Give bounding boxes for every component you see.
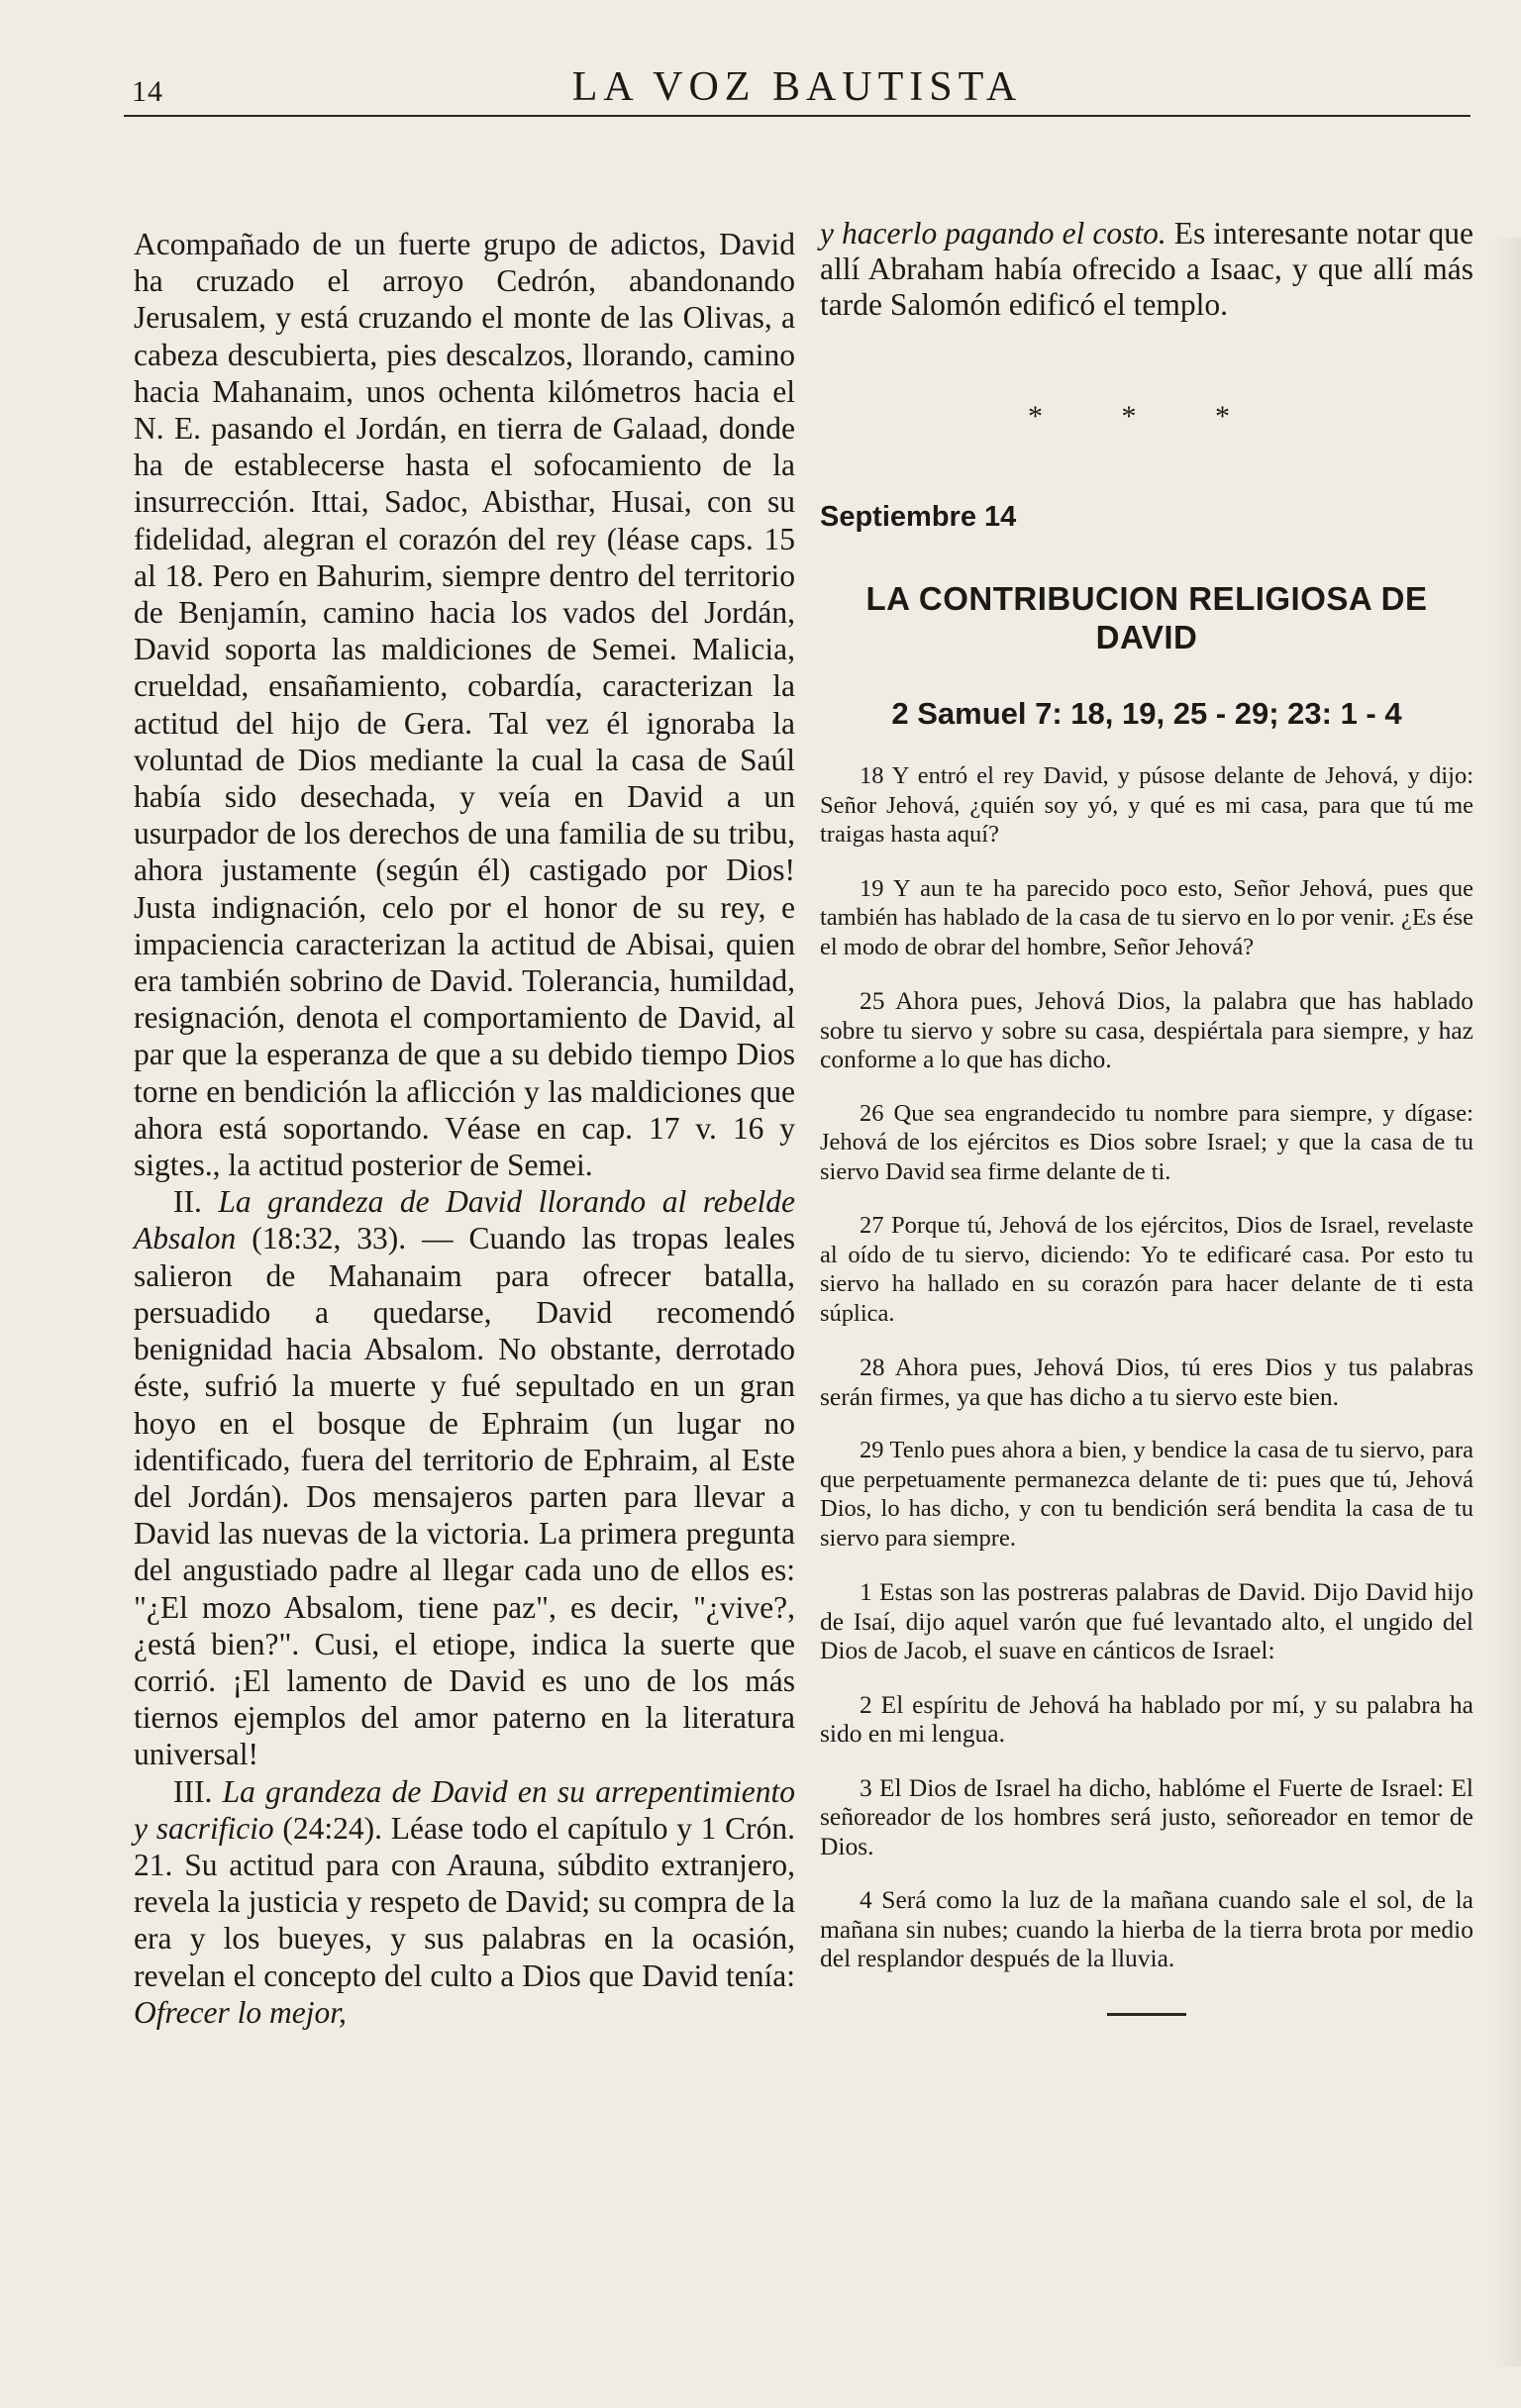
lesson-title: LA CONTRIBUCION RELIGIOSA DE DAVID [865,580,1428,655]
section-ii-numeral: II. [173,1184,202,1220]
lesson-date: Septiembre 14 [820,501,1017,533]
section-iii [134,1773,795,2031]
verse: 28 Ahora pues, Jehová Dios, tú eres Dios y tus palabras serán firmes, ya que has dicho a tu siervo este bien. [820,1353,1473,1411]
journal-title: LA VOZ BAUTISTA [571,64,1023,110]
section-iii-text: (24:24). Léase todo el capítulo y 1 Crón. 21. Su actitud para con Arauna, súbdito extranjero, revela la justicia y respeto de David; su compra de la era y los bueyes, y sus palabras en la ocasión, revelan el concepto del culto a Dios que David tenía: [134,1810,796,1993]
section-iii-numeral: III. [173,1773,213,1809]
verse: 26 Que sea engrandecido tu nombre para siempre, y dígase: Jehová de los ejércitos es Dios sobre Israel; y que la casa de tu siervo David sea firme delante de ti. [820,1099,1473,1185]
continuation-paragraph [820,216,1473,323]
verse: 3 El Dios de Israel ha dicho, hablóme el Fuerte de Israel: El señoreador de los hombres será justo, señoreador en temor de Dios. [820,1772,1473,1860]
page-number: 14 [132,75,163,108]
verse: 18 Y entró el rey David, y púsose delante de Jehová, y dijo: Señor Jehová, ¿quién soy yó, y qué es mi casa, para que tú me traigas hasta aquí? [820,762,1473,848]
section-divider-stars: * * * [1028,400,1266,433]
section-ii [134,1183,795,1772]
verse: 1 Estas son las postreras palabras de David. Dijo David hijo de Isaí, dijo aquel varón que fué levantado alto, el ungido del Dios de Jacob, el suave en cánticos de Israel: [820,1577,1473,1664]
section-iii-closing: Ofrecer lo mejor, [134,1994,347,2030]
commentary-paragraph: Acompañado de un fuerte grupo de adictos, David ha cruzado el arroyo Cedrón, abandonando Jerusalem, y está cruzando el monte de las Olivas, a cabeza descubierta, pies descalzos, llorando, camino hacia Mahanaim, unos ochenta kilómetros hacia el N. E. pasando el Jordán, en tierra de Galaad, donde ha de establecerse hasta el sofocamiento de la insurrección. Ittai, Sadoc, Abisthar, Husai, con su fidelidad, alegran el corazón del rey (léase caps. 15 al 18. Pero en Bahurim, siempre dentro del territorio de Benjamín, camino hacia los vados del Jordán, David soporta las maldiciones de Semei. Malicia, crueldad, ensañamiento, cobardía, caracterizan la actitud del hijo de Gera. Tal vez él ignoraba la voluntad de Dios mediante la cual la casa de Saúl había sido desechada, y veía en David a un usurpador de los derechos de una familia de su tribu, ahora justamente (según él) castigado por Dios! Justa indignación, celo por el honor de su rey, e impaciencia caracterizan la actitud de Abisai, quien era también sobrino de David. Tolerancia, humildad, resignación, denota el comportamiento de David, al par que la esperanza de que a su debido tiempo Dios torne en bendición la aflicción y las maldiciones que ahora está soportando. Véase en cap. 17 v. 16 y sigtes., la actitud posterior de Semei. [134,227,795,1183]
verse: 27 Porque tú, Jehová de los ejércitos, Dios de Israel, revelaste al oído de tu siervo, diciendo: Yo te edificaré casa. Por esto tu siervo ha hallado en su corazón para hacer delante de ti esta súplica. [820,1212,1473,1327]
scripture-verses [820,761,1473,1973]
continuation-italic: y hacerlo pagando el costo. [820,216,1166,251]
verse: 4 Será como la luz de la mañana cuando sale el sol, de la mañana sin nubes; cuando la hierba de la tierra brota por medio del resplandor después de la lluvia. [820,1885,1473,1972]
section-iii-heading: La grandeza de David en su arrepentimiento y sacrificio [134,1773,795,1846]
header-rule [124,115,1470,117]
page-edge-shadow [1493,238,1521,2366]
left-column [134,226,795,2031]
section-ii-heading: La grandeza de David llorando al rebelde Absalon [134,1184,795,1256]
verse: 29 Tenlo pues ahora a bien, y bendice la casa de tu siervo, para que perpetuamente permanezca delante de ti: pues que tú, Jehová Dios, lo has dicho, y con tu bendición será bendita la casa de tu siervo para siempre. [820,1437,1473,1552]
verse: 25 Ahora pues, Jehová Dios, la palabra que has hablado sobre tu siervo y sobre su casa, despiértala para siempre, y haz conforme a lo que has dicho. [820,986,1473,1073]
verse: 19 Y aun te ha parecido poco esto, Señor Jehová, pues que también has hablado de la casa de tu siervo en lo por venir. ¿Es ése el modo de obrar del hombre, Señor Jehová? [820,874,1473,960]
right-column [820,216,1473,2016]
continuation-text: Es interesante notar que allí Abraham había ofrecido a Isaac, y que allí más tarde Salomón edificó el templo. [820,216,1473,322]
end-rule [1107,2013,1186,2016]
section-ii-text: (18:32, 33). — Cuando las tropas leales salieron de Mahanaim para ofrecer batalla, persuadido a quedarse, David recomendó benignidad hacia Absalom. No obstante, derrotado éste, sufrió la muerte y fué sepultado en un gran hoyo en el bosque de Ephraim (un lugar no identificado, fuera del territorio de Ephraim, al Este del Jordán). Dos mensajeros parten para llevar a David las nuevas de la victoria. La primera pregunta del angustiado padre al llegar cada uno de ellos es: "¿El mozo Absalom, tiene paz", es decir, "¿vive?, ¿está bien?". Cusi, el etiope, indica la suerte que corrió. ¡El lamento de David es uno de los más tiernos ejemplos del amor paterno en la literatura universal! [134,1221,796,1772]
verse: 2 El espíritu de Jehová ha hablado por mí, y su palabra ha sido en mi lengua. [820,1689,1473,1748]
page-header [124,42,1470,121]
scripture-reference: 2 Samuel 7: 18, 19, 25 - 29; 23: 1 - 4 [891,696,1402,731]
